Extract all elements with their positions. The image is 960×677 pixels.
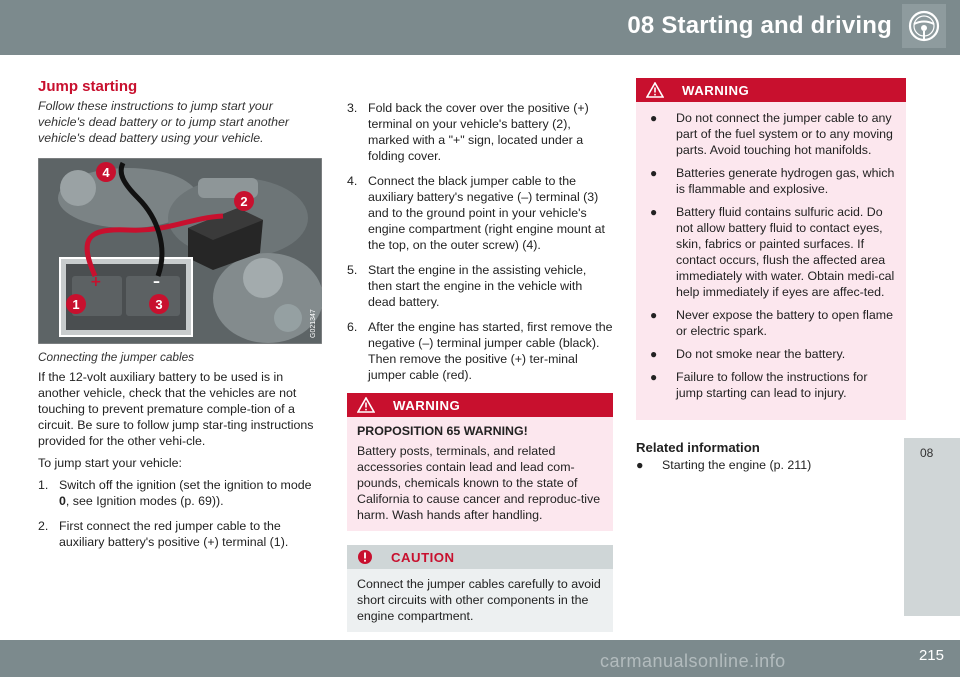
related-link[interactable]: ● Starting the engine (p. 211) <box>636 458 812 472</box>
warning-box-general <box>636 78 906 420</box>
chapter-tab-label: 08 <box>920 446 934 460</box>
warning-bullet-list <box>636 102 906 412</box>
warning-label: WARNING <box>393 397 461 413</box>
figure-code: G021347 <box>310 309 317 338</box>
warning-text: Battery posts, terminals, and related accessories contain lead and lead com-pounds, chemicals known to the state of California to cause cancer and reproduc-tive harm. Wash hands after handling. <box>357 444 601 522</box>
step-item: 6. After the engine has started, first remove the negative (–) terminal jumper cable (black). Then remove the positive (+) ter-minal jumper cable (red). <box>347 320 613 382</box>
body-paragraph-1: If the 12-volt auxiliary battery to be used is in another vehicle, check that the vehicles are not touching to prevent premature comple-tion of a circuit. Be sure to follow jump star-ting instructions provided for the other vehi-cle. <box>38 370 314 448</box>
warning-header <box>347 393 613 417</box>
warning-triangle-icon <box>646 82 664 98</box>
list-item: ● Battery fluid contains sulfuric acid. Do not allow battery fluid to contact eyes, skin, fabrics or painted surfaces. If contact occurs, flush the affected area immediately with water. Obtain medi-cal help immediately if eyes are affec-ted. <box>650 205 895 299</box>
body-paragraph-2: To jump start your vehicle: <box>38 456 182 470</box>
page-number: 215 <box>918 647 944 664</box>
column-left <box>38 78 322 559</box>
callout-4: 4 <box>102 165 110 180</box>
jumper-cable-figure <box>38 158 322 344</box>
list-item: ● Failure to follow the instructions for jump starting can lead to injury. <box>650 370 868 400</box>
callout-1: 1 <box>72 297 80 312</box>
step-item: 3. Fold back the cover over the positive (+) terminal on your vehicle's battery (2), marked with a "+" sign, located under a folding cover. <box>347 101 589 163</box>
steps-list-part1 <box>38 477 322 550</box>
page-footer <box>0 640 960 677</box>
caution-label: CAUTION <box>391 549 455 565</box>
warning-label: WARNING <box>682 82 750 98</box>
caution-icon <box>357 549 373 565</box>
step-item: 4. Connect the black jumper cable to the auxiliary battery's negative (–) terminal (3) and to the ground point in your vehicle's engine compartment (right engine mount at the top, on the outer screw) (4). <box>347 174 605 252</box>
callout-3: 3 <box>155 297 163 312</box>
section-title: Jump starting <box>38 78 138 95</box>
list-item: ● Batteries generate hydrogen gas, which is flammable and explosive. <box>650 166 895 196</box>
watermark-text: carmanualsonline.info <box>600 651 786 671</box>
related-info-list <box>636 457 906 473</box>
step-item: 1. Switch off the ignition (set the ignition to mode 0, see Ignition modes (p. 69)). <box>38 478 312 508</box>
related-info-title: Related information <box>636 440 760 455</box>
step-item: 5. Start the engine in the assisting vehicle, then start the engine in the vehicle with dead battery. <box>347 263 587 309</box>
steps-list-part2 <box>347 100 613 383</box>
chapter-title: 08 Starting and driving <box>627 12 892 39</box>
warning-header <box>636 78 906 102</box>
column-middle <box>347 100 613 632</box>
steering-wheel-icon <box>902 4 946 48</box>
terminal-minus: – <box>153 274 160 290</box>
warning-box-prop65 <box>347 393 613 531</box>
list-item: ● Never expose the battery to open flame or electric spark. <box>650 308 893 338</box>
caution-box <box>347 545 613 632</box>
list-item: ● Do not smoke near the battery. <box>650 347 846 361</box>
chapter-side-tab <box>904 438 960 616</box>
caution-text: Connect the jumper cables carefully to avoid short circuits with other components in the engine compartment. <box>357 577 601 623</box>
caution-header <box>347 545 613 569</box>
callout-2: 2 <box>240 194 248 209</box>
section-intro: Follow these instructions to jump start your vehicle's dead battery or to jump start another vehicle's dead battery using your vehicle. <box>38 99 290 145</box>
figure-caption: Connecting the jumper cables <box>38 350 195 364</box>
engine-illustration <box>38 158 322 344</box>
warning-triangle-icon <box>357 397 375 413</box>
list-item: ● Do not connect the jumper cable to any part of the fuel system or to any moving parts. Avoid touching hot manifolds. <box>650 111 893 157</box>
terminal-plus: + <box>90 274 102 290</box>
warning-heading: PROPOSITION 65 WARNING! <box>357 424 528 438</box>
step-item: 2. First connect the red jumper cable to the auxiliary battery's positive (+) terminal (1). <box>38 519 289 549</box>
column-right <box>636 78 906 473</box>
